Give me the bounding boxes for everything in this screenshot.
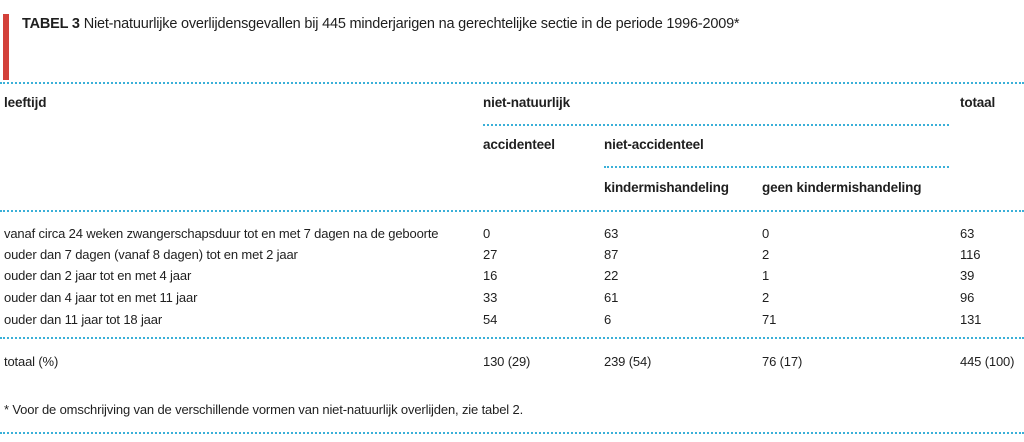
- total-accidenteel: 130 (29): [483, 354, 531, 369]
- cell-kindermishandeling: 22: [604, 268, 619, 283]
- accent-bar: [3, 14, 9, 80]
- caption-rule: [0, 82, 1024, 84]
- cell-geen-kindermishandeling: 71: [762, 312, 777, 327]
- niet-natuurlijk-rule: [483, 124, 949, 126]
- header-niet-natuurlijk: niet-natuurlijk: [483, 95, 571, 110]
- total-geen-kindermishandeling: 76 (17): [762, 354, 803, 369]
- header-niet-accidenteel: niet-accidenteel: [604, 137, 704, 152]
- cell-accidenteel: 54: [483, 312, 498, 327]
- table-title: Niet-natuurlijke overlijdensgevallen bij 445 minderjarigen na gerechtelijke sectie in de periode 1996-2009*: [83, 16, 740, 32]
- header-kindermishandeling: kindermishandeling: [604, 180, 729, 195]
- cell-accidenteel: 33: [483, 290, 498, 305]
- row-age: ouder dan 11 jaar tot 18 jaar: [4, 312, 163, 327]
- cell-kindermishandeling: 87: [604, 247, 619, 262]
- footnote: * Voor de omschrijving van de verschillende vormen van niet-natuurlijk overlijden, zie tabel 2.: [4, 402, 524, 417]
- cell-accidenteel: 0: [483, 226, 491, 241]
- row-age: ouder dan 2 jaar tot en met 4 jaar: [4, 268, 192, 283]
- cell-accidenteel: 27: [483, 247, 498, 262]
- total-kindermishandeling: 239 (54): [604, 354, 652, 369]
- table-caption: [22, 16, 739, 32]
- cell-kindermishandeling: 63: [604, 226, 619, 241]
- row-age: ouder dan 4 jaar tot en met 11 jaar: [4, 290, 198, 305]
- header-geen-kindermishandeling: geen kindermishandeling: [762, 180, 922, 195]
- cell-totaal: 96: [960, 290, 975, 305]
- total-label: totaal (%): [4, 354, 59, 369]
- cell-totaal: 116: [960, 247, 981, 262]
- table-label: TABEL 3: [22, 16, 80, 32]
- cell-totaal: 131: [960, 312, 982, 327]
- row-age: vanaf circa 24 weken zwangerschapsduur tot en met 7 dagen na de geboorte: [4, 226, 439, 241]
- bottom-rule: [0, 432, 1024, 434]
- row-age: ouder dan 7 dagen (vanaf 8 dagen) tot en met 2 jaar: [4, 247, 298, 262]
- cell-totaal: 63: [960, 226, 975, 241]
- total-totaal: 445 (100): [960, 354, 1015, 369]
- cell-geen-kindermishandeling: 0: [762, 226, 770, 241]
- cell-geen-kindermishandeling: 1: [762, 268, 770, 283]
- cell-totaal: 39: [960, 268, 975, 283]
- cell-kindermishandeling: 61: [604, 290, 619, 305]
- header-accidenteel: accidenteel: [483, 137, 555, 152]
- header-rule: [0, 210, 1024, 212]
- cell-geen-kindermishandeling: 2: [762, 290, 770, 305]
- header-totaal: totaal: [960, 95, 996, 110]
- cell-kindermishandeling: 6: [604, 312, 612, 327]
- header-leeftijd: leeftijd: [4, 95, 47, 110]
- body-rule: [0, 337, 1024, 339]
- cell-accidenteel: 16: [483, 268, 498, 283]
- niet-accidenteel-rule: [604, 166, 949, 168]
- cell-geen-kindermishandeling: 2: [762, 247, 770, 262]
